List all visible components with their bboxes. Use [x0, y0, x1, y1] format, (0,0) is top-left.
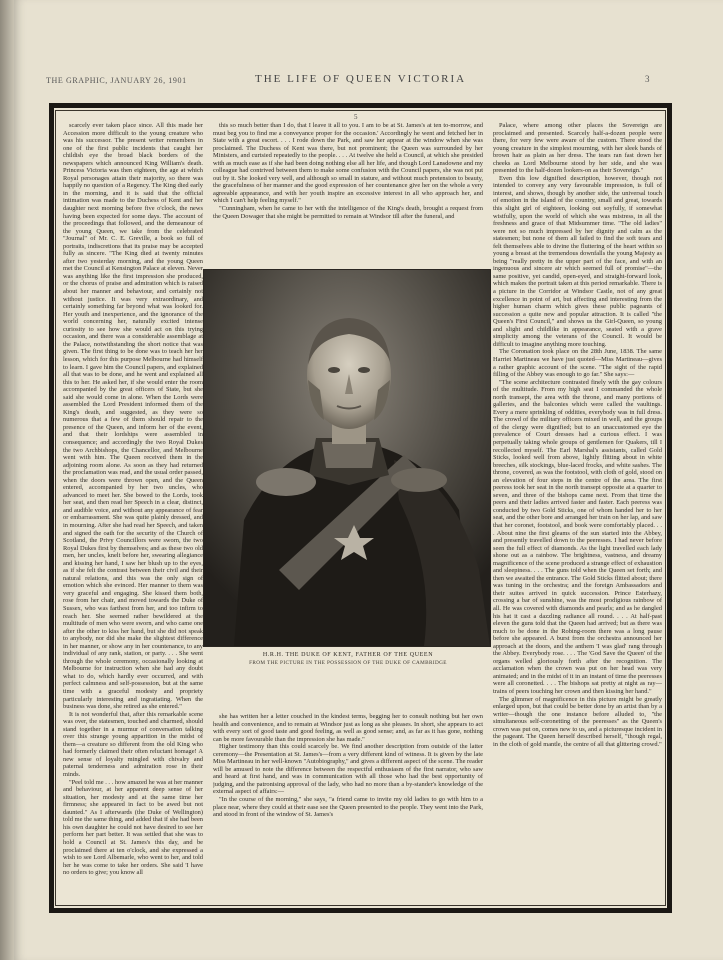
paragraph: "Cunningham, when he came to her with the intelligence of the King's death, brought a request from the Queen Dowager that she might be permitted to remain at Windsor till after the funeral, and	[213, 205, 483, 220]
running-header-date: THE GRAPHIC, JANUARY 26, 1901	[46, 76, 187, 85]
page-number: 5	[354, 113, 358, 121]
paragraph: Even this low dignified description, however, though not intended to convey any very favourable impression, is full of interest, and shows, though by another side, the universal touch of emotion in the island of the country, small and great, towards this slight girl of eighteen, looking out soyfully, if somewhat wistfully, upon the world of which she was mistress, in all the freshness and grace of that Midsummer time. "The old ladies" were not so much impressed by her dignity and calm as the statesmen; but none of them all failed to find the soft tears and felt themselves able to divine the fluttering of the heart within so young a breast at the tremendous downfalls the young Majesty as being "really pretty in the upper part of the face, and with an ingenuous and sincere air which seemed full of promise"—the same positive, yet candid, open-eyed, and straight-forward look, which makes the portrait taken at this period remarkable. There is a picture in the Corridor at Windsor Castle, not of any great excellence in point of art, but affecting and interesting from the higher human charm which gives these public pageants of succession a quite new and popular attraction. It is called "the Queen's First Council," and shows us the Girl-Queen, so young and slight and childlike in appearance, seated with a grave simplicity among the veterans of the Council. It would be difficult to imagine anything more touching.	[493, 174, 662, 348]
paragraph: "Peel told me . . . how amazed he was at her manner and behaviour, at her apparent deep sense of her situation, her modesty and at the same time her firmness; she appeared in fact to be awed but not daunted." As I afterwards (the Duke of Wellington) told me the same thing, and added that if she had been his own daughter he could not have desired to see her perform her part better. It was settled that she was to hold a Council at St. James's this day, and be proclaimed there at ten o'clock, and she expressed a wish to see Lord Albemarle, who went to her, and told her he was come to take her orders. She said 'I have no orders to give; you know all	[63, 778, 203, 877]
portrait-credit: FROM THE PICTURE IN THE POSSESSION OF THE DUKE OF CAMBRIDGE	[249, 660, 447, 666]
text-column-center-top	[213, 122, 483, 265]
text-column-right	[493, 122, 662, 897]
paragraph: It is not wonderful that, after this remarkable scene was over, the statesmen, touched and charmed, should stand together in a murmur of conversation talking over this strange young apparition in the midst of them—a creature so different from the old King who had formerly claimed their often reluctant homage! A new sense of loyalty mingled with chivalry and paternal tenderness and admiration rose in their minds.	[63, 710, 203, 779]
text-column-left	[63, 122, 203, 897]
text-column-center-bottom	[213, 713, 483, 897]
paragraph: The glimmer of magnificence in this picture might be greatly enlarged upon, but that could be better done by an artist than by a writer—though the one instance before alluded to, "the simultaneous self-coronetting of the peeresses" as the Queen's crown was put on, comes new to us, and a picturesque incident in the pageant. The Queen herself described herself, "though regal, in the cloth of gold mantle, the centre of all that glittering crowd."	[493, 695, 662, 748]
paragraph: Higher testimony than this could scarcely be. We find another description from outside of the latter ceremony—the Presentation at St. James's—from a very different kind of witness. It is given by the late Miss Martineau in her well-known "Autobiography," and gives a different aspect of the scene. The reader will be amused to note the difference between the respectful enthusiasm of the first narrator, who saw and heard at first hand, and was in communication with all those who had the best opportunity of judging, and the patronising approval of the lady, who had no more than a by-stander's knowledge of the external aspect of affairs:—	[213, 743, 483, 796]
paragraph: this so much better than I do, that I leave it all to you. I am to be at St. James's at ten to-morrow, and must beg you to find me a conveyance proper for the occasion.' Accordingly he went and fetched her in State with a great escort. . . . I rode down the Park, and saw her appear at the window when she was proclaimed. The Duchess of Kent was there, but not prominent; the Queen was surrounded by her Ministers, and curtsied repeatedly to the people. . . . At twelve she held a Council, at which she presided with as much ease as if she had been doing nothing else all her life, and though Lord Lansdowne and my colleague had contrived between them to make some confusion with the Council papers, she was not put out by it. She looked very well, and although so small in stature, and without much pretension to beauty, the gracefulness of her manner and the good expression of her countenance give her on the whole a very agreeable appearance, and with her youth inspire an excessive interest in all who approach her, and which I can't help feeling myself."	[213, 122, 483, 205]
paragraph: scarcely ever taken place since. All this made her Accession more difficult to the young creature who was his successor. The present writer remembers in one of the first public incidents that caught her childish eye the broad black borders of the newspapers which announced King William's death. Princess Victoria was then eighteen, the age at which Royal personages attain their majority, so there was happily no question of a Regency. The King died early in the morning, and it is said that the official intimation was made to the Duchess of Kent and her daughter next morning before five o'clock, the news having been expected for some days. The account of the proceedings that followed, and the demeanour of the young Queen, we take from the celebrated "Journal" of Mr. C. E. Greville, a book so full of portraits, indiscretions that its praise may be accepted fully as sincere. "The King died at twenty minutes after two yesterday morning, and the young Queen met the Council at Kensington Palace at eleven. Never was anything like the first impression she produced, or the chorus of praise and admiration which is raised about her manner and behaviour, and certainly not without justice. It was very extraordinary, and certainly something far beyond what was looked for. Her youth and inexperience, and the ignorance of the world concerning her, naturally excited intense curiosity to see how she would act on this trying occasion, and there was a considerable assemblage at the Palace, notwithstanding the short notice that was given. The first thing to be done was to teach her her lesson, which for this purpose Melbourne had himself to learn. I gave him the Council papers, and explained all that was to be done, and he went and explained all this to her. He asked her, if she would enter the room accompanied by the great officers of State, but she said she would come in alone. When the Lords were assembled the Lord President informed them of the King's death, and suggested, as they were so numerous that a few of them should repair to the presence of the Queen, and inform her of the event, and that their lordships were assembled in consequence; and accordingly the two Royal Dukes the two Archbishops, the Chancellor, and Melbourne went with him. The Queen received them in the adjoining room alone. As soon as they had returned the proclamation was read, and the usual order passed, when the doors were thrown open, and the Queen entered, accompanied by her two uncles, who advanced to meet her. She bowed to the Lords, took her seat, and then read her Speech in a clear, distinct, and audible voice, and without any appearance of fear or embarrassment. She was quite plainly dressed, and in mourning. After she had read her Speech, and taken and signed the oath for the security of the Church of Scotland, the Privy Councillors were sworn, the two Royal Dukes first by themselves; and as these two old men, her uncles, knelt before her, swearing allegiance and kissing her hand, I saw her blush up to the eyes, as if she felt the contrast between their civil and their natural relations, and this was the only sign of emotion which she evinced. Her manner to them was very graceful and engaging. She kissed them both, rose from her chair, and moved towards the Duke of Sussex, who was farthest from her, and too infirm to reach her. She seemed rather bewildered at the multitude of men who were sworn, and who came one after the other to kiss her hand, but she did not speak to anybody, nor did she make the slightest difference in her manner, or show any in her countenance, to any individual of any rank, station, or party. . . . She went through the whole ceremony, occasionally looking at Melbourne for instruction when she had any doubt what to do, which hardly ever occurred, and with perfect calmness and self-possession, but at the same time with a graceful modesty and propriety particularly interesting and ingratiating. When the business was done, she retired as she entered."	[63, 122, 203, 711]
paragraph: "In the course of the morning," she says, "a friend came to invite my old ladies to go with him to a place near, where they could at their ease see the Queen presented to the people. They went into the Park, and stood in front of the window of St. James's	[213, 796, 483, 819]
paragraph: The Coronation took place on the 28th June, 1838. The same Harriet Martineau we have just quoted—Miss Martineau—gives a rather graphic account of the scene. "The sight of the rapid filling of the Abbey was enough to go far." She says:—	[493, 348, 662, 379]
duke-of-kent-figure	[204, 270, 490, 646]
running-header-page: 3	[645, 74, 650, 84]
portrait-engraving	[203, 269, 491, 647]
book-gutter	[0, 0, 14, 960]
paragraph: Palace, where among other places the Sovereign are proclaimed and presented. Scarcely half-a-dozen people were there, for very few were aware of the custom. There stood the young creature in the simplest mourning, with her sleek bands of brown hair as plain as her dress. The tears ran fast down her cheeks as Lord Melbourne stood by her side, and she was presented to the half-dozen lookers-on as their Sovereign."	[493, 122, 662, 175]
portrait-caption: H.R.H. THE DUKE OF KENT, FATHER OF THE QUEEN	[262, 652, 434, 658]
running-header-title: THE LIFE OF QUEEN VICTORIA	[255, 73, 467, 85]
paragraph: she has written her a letter couched in the kindest terms, begging her to consult nothing but her own health and convenience, and to remain at Windsor just as long as she pleases. In short, she appears to act with every sort of good taste and good feeling, as well as good sense; and, as far as it has gone, nothing can be more favourable than the impression she has made."	[213, 713, 483, 743]
paragraph: "The scene architecture contrasted finely with the gay colours of the multitude. From my high seat I commanded the whole north transept, the area with the throne, and many portions of galleries, and the balconies which were called the vaultings. Every a mere sprinkling of oddities, everybody was in full dress. The crowd of the military officers mixed in well, and the groups of the clergy were dignified; but to an unaccustomed eye the prevalence of Court dresses had a curious effect. I was perpetually taking whole groups of gentlemen for Quakers, till I recollected myself. The Earl Marshal's assistants, called Gold Sticks, looked well from above, lightly flitting about in white breeches, silk stockings, blue-laced frocks, and white sashes. The throne, covered, as was the footstool, with cloth of gold, stood on an elevation of four steps in the centre of the area. The first peeress took her seat in the north transept opposite at a quarter to seven, and three of the bishops came next. From that time the peers and their ladies arrived faster and faster. Each peeress was conducted by two Gold Sticks, one of whom handed her to her seat, and the other bore and arranged her train on her lap, and saw that her coronet, footstool, and book were comfortably placed. . . . About nine the first gleams of the sun started into the Abbey, and presently travelled down to the peeresses. I had never before seen the full effect of diamonds. As the light travelled each lady shone out as a rainbow. The brightness, vastness, and dreamy magnificence of the scene produced a strange effect of exhaustion and sleepiness. . . . The guns told when the Queen set forth; and then we awaited the entrance. The Gold Sticks flitted about; there was tuning in the orchestra; and the foreign Ambassadors and their suites arrived in quick succession. Prince Esterhazy, crossing a bar of sunshine, was the most prodigious rainbow of all. He was covered with diamonds and pearls; and as he dangled his hat it cast a dazzling radiance all round. . . . At half-past eleven the guns told that the Queen had arrived; but as there was much to be done in the Robing-room there was a long pause before she appeared. A burst from the orchestra announced her approach at the doors, and the anthem 'I was glad' rang through the Abbey. Everybody rose. . . . The 'God Save the Queen' of the organs welled gloriously forth after the recognition. The acclamation when the crown was put on her head was very animated; and in the midst of it in an instant of time the peeresses were all coronetted. . . . The bishops sat pretty at night as ray—trains of peers touching her crown and then kissing her hand."	[493, 378, 662, 696]
